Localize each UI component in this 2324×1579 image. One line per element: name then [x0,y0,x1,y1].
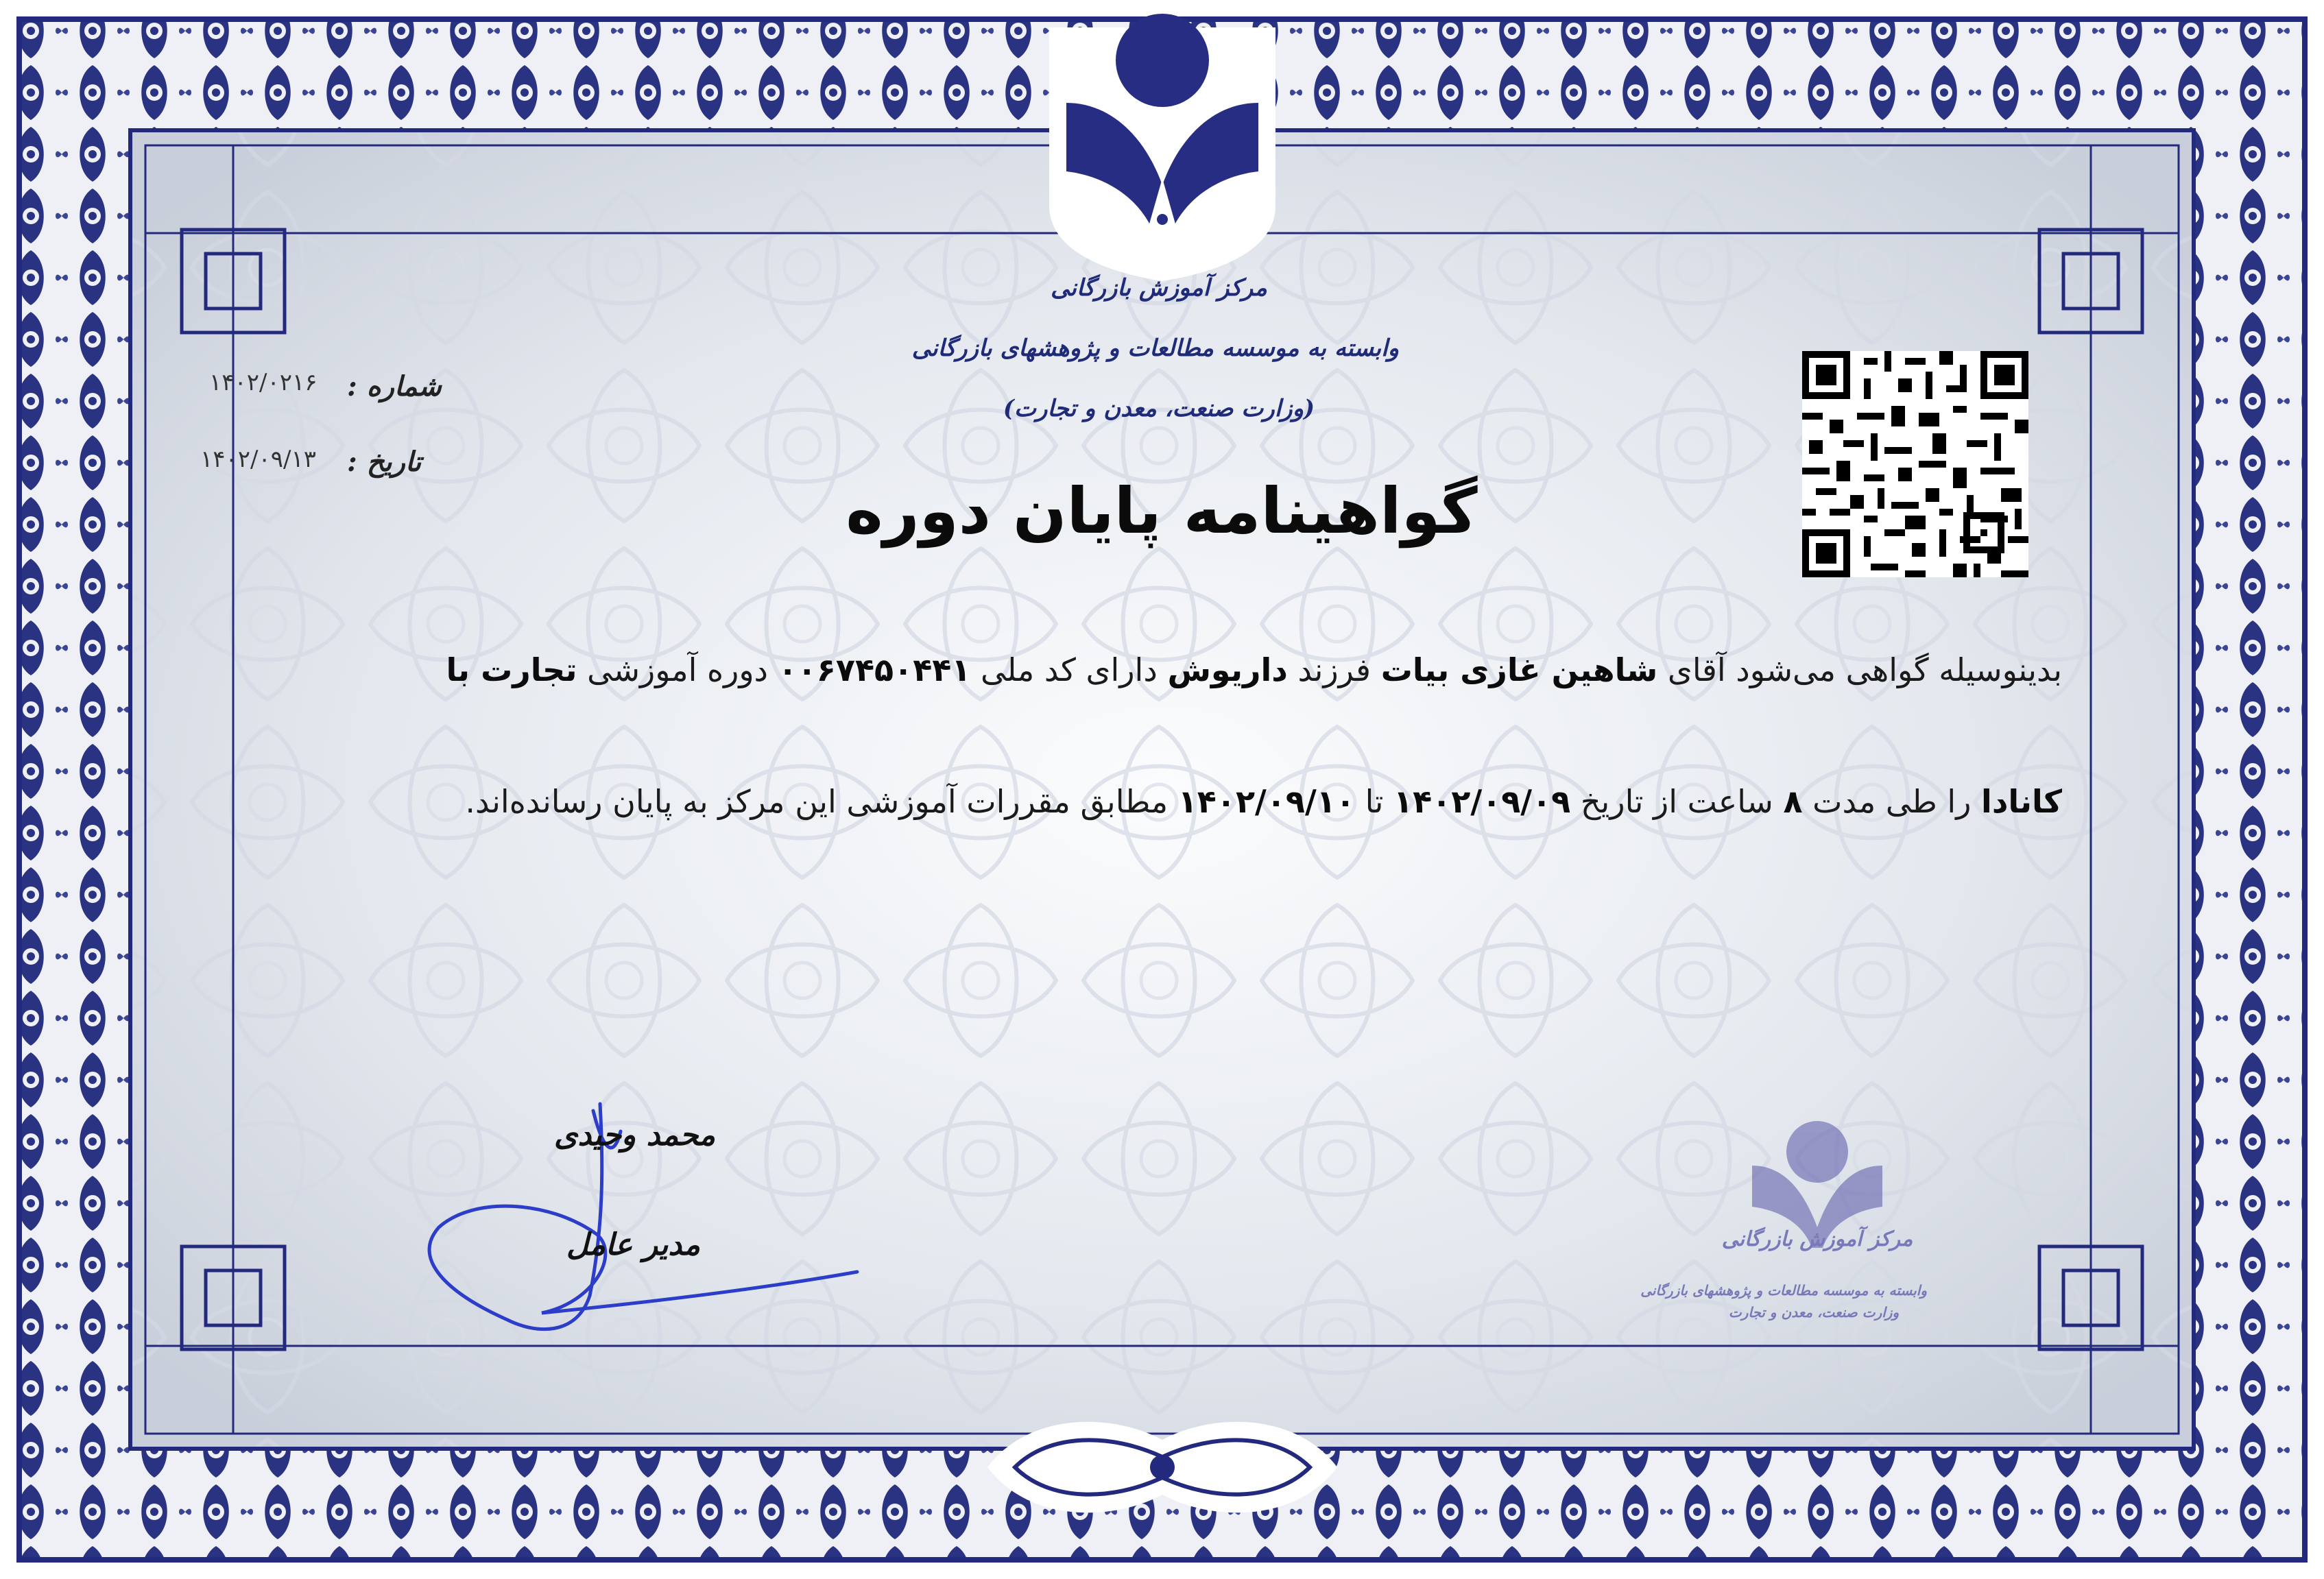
organization-name: مرکز آموزش بازرگانی [1051,274,1267,302]
number-value: ۱۴۰۲/۰۲۱۶ [209,369,318,396]
certificate-title: گواهینامه پایان دوره [846,474,1478,548]
body-intro: بدینوسیله گواهی می‌شود آقای [1667,651,2062,688]
duration-hours: ۸ [1783,783,1803,820]
logo-icon [1049,14,1275,281]
course-name-part1: تجارت با [446,651,577,688]
date-label: تاریخ : [347,446,422,478]
course-name-part2: کانادا [1981,783,2062,820]
watermark-ministry: وزارت صنعت، معدن و تجارت [1728,1304,1900,1321]
signatory-title: مدیر عامل [566,1227,701,1262]
number-label: شماره : [347,370,442,402]
end-date: ۱۴۰۲/۰۹/۱۰ [1177,783,1355,820]
qr-code-icon[interactable] [1802,351,2028,577]
to-label: تا [1365,783,1384,820]
watermark-name: مرکز آموزش بازرگانی [1721,1227,1913,1251]
signatory-name: محمد وحیدی [554,1118,716,1153]
course-label: دوره آموزشی [587,651,769,688]
organization-ministry: (وزارت صنعت، معدن و تجارت) [1003,395,1315,422]
national-code-label: دارای کد ملی [981,651,1158,688]
person-name: شاهین غازی بیات [1380,651,1658,688]
duration-suffix: ساعت از تاریخ [1580,783,1773,820]
father-name: داریوش [1167,651,1288,688]
duration-prefix: را طی مدت [1812,783,1972,820]
body-line-2 [465,783,2062,820]
organization-affiliation: وابسته به موسسه مطالعات و پژوهشهای بازرگانی [911,335,1399,362]
date-value: ۱۴۰۲/۰۹/۱۳ [200,446,317,473]
body-line-1 [446,651,2062,688]
start-date: ۱۴۰۲/۰۹/۰۹ [1393,783,1571,820]
watermark-affiliation: وابسته به موسسه مطالعات و پژوهشهای بازرگانی [1640,1282,1927,1299]
son-of-label: فرزند [1297,651,1371,688]
closing-text: مطابق مقررات آموزشی این مرکز به پایان رسانده‌اند. [465,783,1169,820]
national-code: ۰۰۶۷۴۵۰۴۴۱ [778,651,971,688]
